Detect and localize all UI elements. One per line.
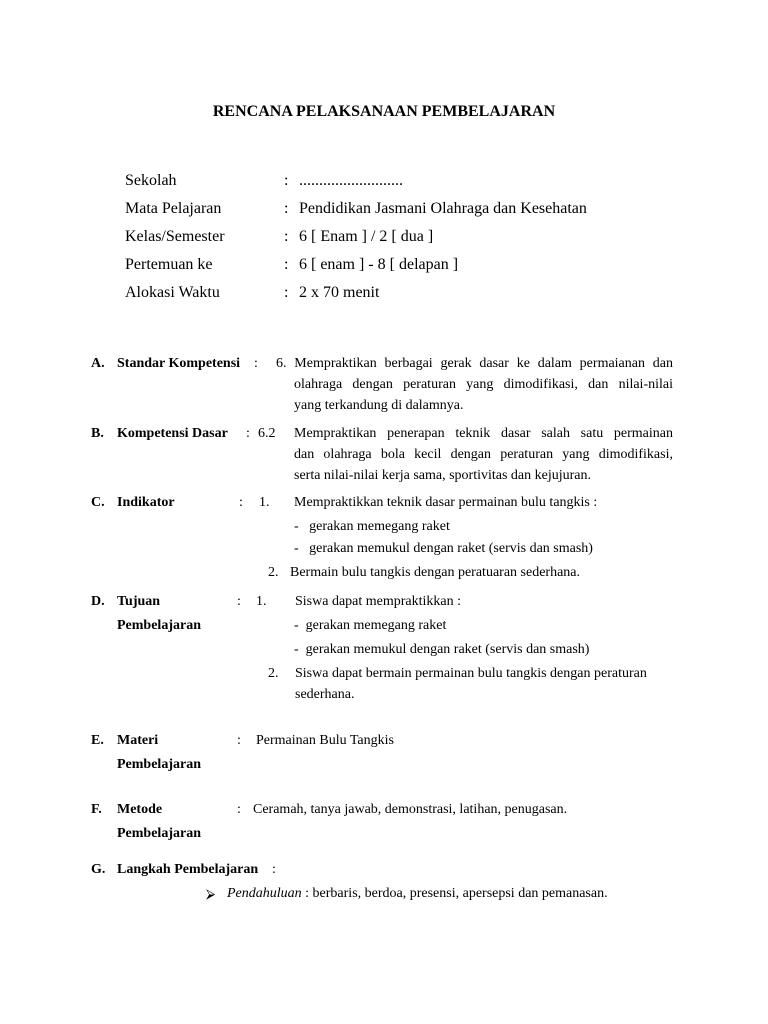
list-item — [227, 886, 608, 902]
section-letter: B. — [91, 426, 104, 441]
identity-colon: : — [284, 256, 289, 273]
section-letter: C. — [91, 495, 105, 510]
page-title: RENCANA PELAKSANAAN PEMBELAJARAN — [212, 103, 556, 120]
section-label: Standar Kompetensi — [117, 356, 241, 371]
section-text-line: serta nilai-nilai kerja sama, sportivitas dan kejujuran. — [294, 468, 592, 483]
list-number: 2. — [268, 666, 279, 681]
identity-label-kelas-semester: Kelas/Semester — [125, 228, 225, 245]
section-letter: F. — [91, 802, 102, 817]
section-colon: : — [237, 594, 241, 609]
list-sub-item: - gerakan memegang raket — [294, 519, 450, 534]
section-text-line: yang terkandung di dalamnya. — [294, 398, 464, 413]
arrow-bullet-icon: ⮚ — [206, 886, 216, 901]
section-value: Ceramah, tanya jawab, demonstrasi, latihan, penugasan. — [253, 802, 568, 817]
section-text-line: dan olahraga bola kecil dengan peraturan yang dimodifikasi, — [294, 447, 673, 462]
list-item: sederhana. — [295, 687, 355, 702]
section-letter: E. — [91, 733, 104, 748]
section-colon: : — [272, 862, 276, 877]
section-label: Indikator — [117, 495, 175, 510]
identity-colon: : — [284, 200, 289, 217]
section-colon: : — [237, 733, 241, 748]
identity-value-sekolah: .......................... — [299, 172, 403, 189]
list-item: Mempraktikkan teknik dasar permainan bulu tangkis : — [294, 495, 598, 510]
section-colon: : — [254, 356, 258, 371]
identity-colon: : — [284, 284, 289, 301]
section-label: Pembelajaran — [117, 757, 201, 772]
section-label: Tujuan — [117, 594, 161, 609]
section-text-line: Mempraktikan penerapan teknik dasar salah satu permainan — [294, 426, 673, 441]
section-label: Metode — [117, 802, 163, 817]
identity-colon: : — [284, 172, 289, 189]
section-label: Pembelajaran — [117, 826, 201, 841]
identity-label-alokasi-waktu: Alokasi Waktu — [125, 284, 220, 301]
list-sub-item: - gerakan memegang raket — [294, 618, 447, 633]
bullet-text: : berbaris, berdoa, presensi, apersepsi dan pemanasan. — [301, 886, 608, 901]
identity-label-sekolah: Sekolah — [125, 172, 177, 189]
bullet-italic-label: Pendahuluan — [227, 886, 302, 901]
section-letter: D. — [91, 594, 105, 609]
identity-value-pertemuan: 6 [ enam ] - 8 [ delapan ] — [299, 256, 459, 273]
identity-colon: : — [284, 228, 289, 245]
section-number: 6.2 — [258, 426, 276, 441]
identity-label-mata-pelajaran: Mata Pelajaran — [125, 200, 222, 217]
section-label: Materi — [117, 733, 159, 748]
section-label: Pembelajaran — [117, 618, 201, 633]
section-text-line: 6. Mempraktikan berbagai gerak dasar ke dalam permaianan dan — [276, 356, 673, 371]
identity-value-kelas-semester: 6 [ Enam ] / 2 [ dua ] — [299, 228, 434, 245]
identity-value-mata-pelajaran: Pendidikan Jasmani Olahraga dan Kesehatan — [299, 200, 587, 217]
identity-value-alokasi-waktu: 2 x 70 menit — [299, 284, 380, 301]
section-value: Permainan Bulu Tangkis — [256, 733, 394, 748]
section-text-line: olahraga dengan peraturan yang dimodifikasi, dan nilai-nilai — [294, 377, 673, 392]
section-colon: : — [246, 426, 250, 441]
section-letter: G. — [91, 862, 106, 877]
list-item: Siswa dapat mempraktikkan : — [295, 594, 462, 609]
list-number: 1. — [256, 594, 267, 609]
list-item: Siswa dapat bermain permainan bulu tangkis dengan peraturan — [295, 666, 647, 681]
section-colon: : — [237, 802, 241, 817]
list-sub-item: - gerakan memukul dengan raket (servis dan smash) — [294, 642, 590, 657]
section-letter: A. — [91, 356, 105, 371]
section-colon: : — [239, 495, 243, 510]
list-item: Bermain bulu tangkis dengan peratuaran sederhana. — [290, 565, 581, 580]
list-number: 2. — [268, 565, 279, 580]
identity-label-pertemuan: Pertemuan ke — [125, 256, 213, 273]
list-sub-item: - gerakan memukul dengan raket (servis dan smash) — [294, 541, 593, 556]
section-label: Langkah Pembelajaran — [117, 862, 259, 877]
section-label: Kompetensi Dasar — [117, 426, 228, 441]
list-number: 1. — [259, 495, 270, 510]
